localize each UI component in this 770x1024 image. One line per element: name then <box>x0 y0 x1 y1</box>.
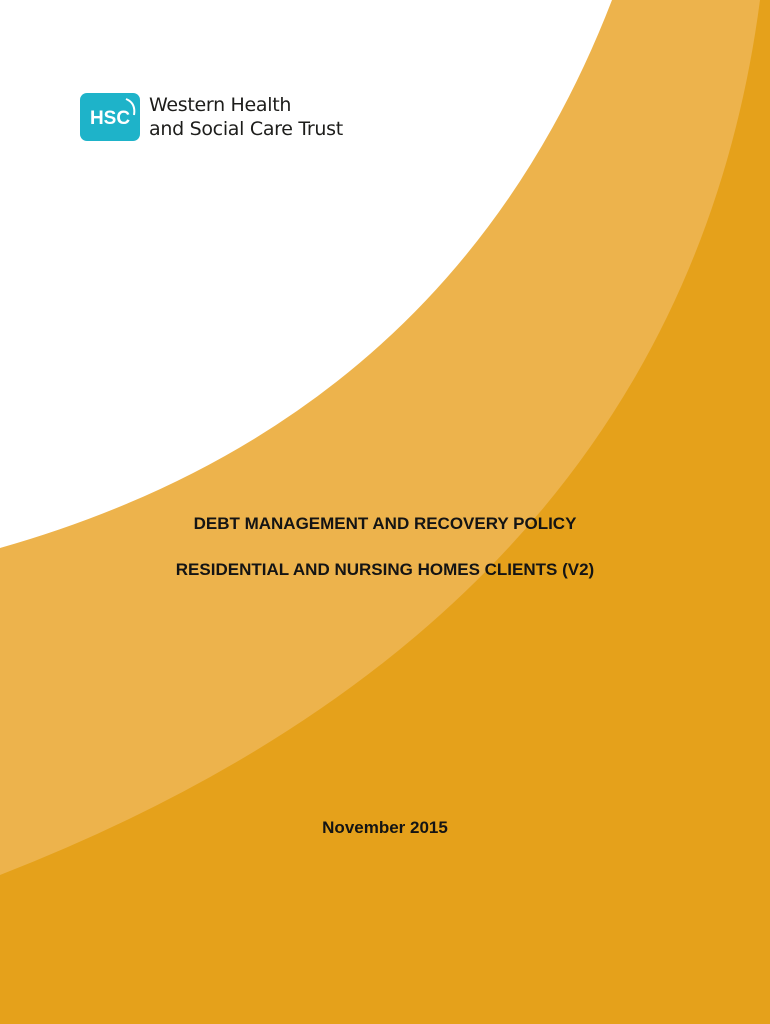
trust-logo <box>80 93 343 141</box>
trust-name-line2: and Social Care Trust <box>149 118 343 140</box>
document-subtitle: RESIDENTIAL AND NURSING HOMES CLIENTS (V2) <box>175 560 595 579</box>
document-title: DEBT MANAGEMENT AND RECOVERY POLICY <box>193 514 577 533</box>
trust-name-line1: Western Health <box>149 94 292 116</box>
document-date: November 2015 <box>322 818 448 837</box>
hsc-badge-text: HSC <box>89 108 131 129</box>
trust-name <box>149 93 343 141</box>
hsc-logo-icon <box>80 93 140 141</box>
